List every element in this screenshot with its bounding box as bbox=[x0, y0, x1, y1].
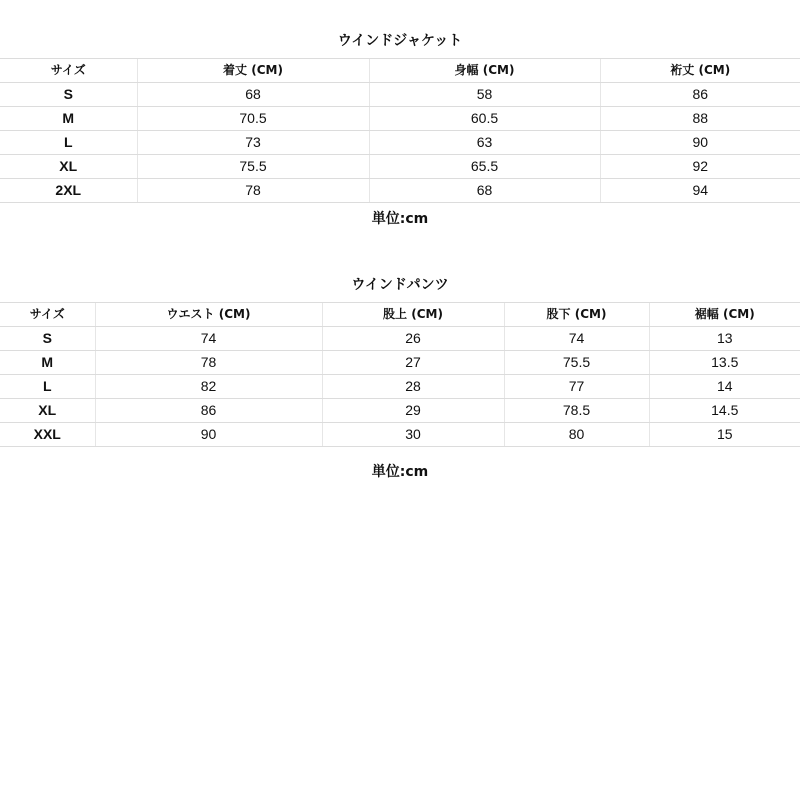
table-cell: 88 bbox=[600, 107, 800, 131]
table-cell: 70.5 bbox=[137, 107, 369, 131]
table-row bbox=[0, 423, 800, 447]
table-cell: 2XL bbox=[0, 179, 137, 203]
table-cell: 77 bbox=[504, 375, 649, 399]
table-cell: 14 bbox=[649, 375, 800, 399]
table-cell: 86 bbox=[600, 83, 800, 107]
table-row bbox=[0, 107, 800, 131]
column-header: 裄丈 (CM) bbox=[600, 59, 800, 83]
table-cell: S bbox=[0, 83, 137, 107]
table-row bbox=[0, 399, 800, 423]
column-header: 身幅 (CM) bbox=[369, 59, 600, 83]
column-header: サイズ bbox=[0, 303, 95, 327]
table-cell: 68 bbox=[369, 179, 600, 203]
pants-size-table bbox=[0, 302, 800, 447]
table-cell: 58 bbox=[369, 83, 600, 107]
table-cell: 73 bbox=[137, 131, 369, 155]
table-cell: 30 bbox=[322, 423, 504, 447]
table-cell: 94 bbox=[600, 179, 800, 203]
column-header: 股上 (CM) bbox=[322, 303, 504, 327]
table-cell: 80 bbox=[504, 423, 649, 447]
column-header: 股下 (CM) bbox=[504, 303, 649, 327]
jacket-title: ウインドジャケット bbox=[337, 33, 463, 49]
table-cell: 75.5 bbox=[504, 351, 649, 375]
table-header-row bbox=[0, 59, 800, 83]
table-cell: 78.5 bbox=[504, 399, 649, 423]
table-cell: 90 bbox=[600, 131, 800, 155]
table-cell: 78 bbox=[95, 351, 322, 375]
column-header: 着丈 (CM) bbox=[137, 59, 369, 83]
table-cell: 27 bbox=[322, 351, 504, 375]
jacket-unit-note: 単位:cm bbox=[371, 211, 429, 227]
table-cell: 63 bbox=[369, 131, 600, 155]
table-row bbox=[0, 83, 800, 107]
column-header: サイズ bbox=[0, 59, 137, 83]
table-cell: L bbox=[0, 131, 137, 155]
table-cell: XL bbox=[0, 399, 95, 423]
table-row bbox=[0, 131, 800, 155]
table-cell: 29 bbox=[322, 399, 504, 423]
table-header-row bbox=[0, 303, 800, 327]
column-header: 裾幅 (CM) bbox=[649, 303, 800, 327]
table-row bbox=[0, 179, 800, 203]
table-cell: 86 bbox=[95, 399, 322, 423]
column-header: ウエスト (CM) bbox=[95, 303, 322, 327]
table-cell: 92 bbox=[600, 155, 800, 179]
table-row bbox=[0, 155, 800, 179]
pants-unit-note: 単位:cm bbox=[371, 464, 429, 480]
table-cell: L bbox=[0, 375, 95, 399]
table-cell: XL bbox=[0, 155, 137, 179]
table-cell: XXL bbox=[0, 423, 95, 447]
table-cell: 13 bbox=[649, 327, 800, 351]
table-cell: 26 bbox=[322, 327, 504, 351]
table-cell: M bbox=[0, 351, 95, 375]
table-cell: M bbox=[0, 107, 137, 131]
table-cell: S bbox=[0, 327, 95, 351]
pants-title: ウインドパンツ bbox=[351, 277, 449, 293]
table-cell: 60.5 bbox=[369, 107, 600, 131]
table-cell: 15 bbox=[649, 423, 800, 447]
table-cell: 82 bbox=[95, 375, 322, 399]
table-row bbox=[0, 327, 800, 351]
table-cell: 78 bbox=[137, 179, 369, 203]
table-cell: 74 bbox=[504, 327, 649, 351]
table-row bbox=[0, 375, 800, 399]
table-cell: 28 bbox=[322, 375, 504, 399]
table-cell: 65.5 bbox=[369, 155, 600, 179]
table-row bbox=[0, 351, 800, 375]
table-cell: 75.5 bbox=[137, 155, 369, 179]
table-cell: 90 bbox=[95, 423, 322, 447]
jacket-size-table bbox=[0, 58, 800, 203]
table-cell: 74 bbox=[95, 327, 322, 351]
table-cell: 13.5 bbox=[649, 351, 800, 375]
table-cell: 68 bbox=[137, 83, 369, 107]
table-cell: 14.5 bbox=[649, 399, 800, 423]
